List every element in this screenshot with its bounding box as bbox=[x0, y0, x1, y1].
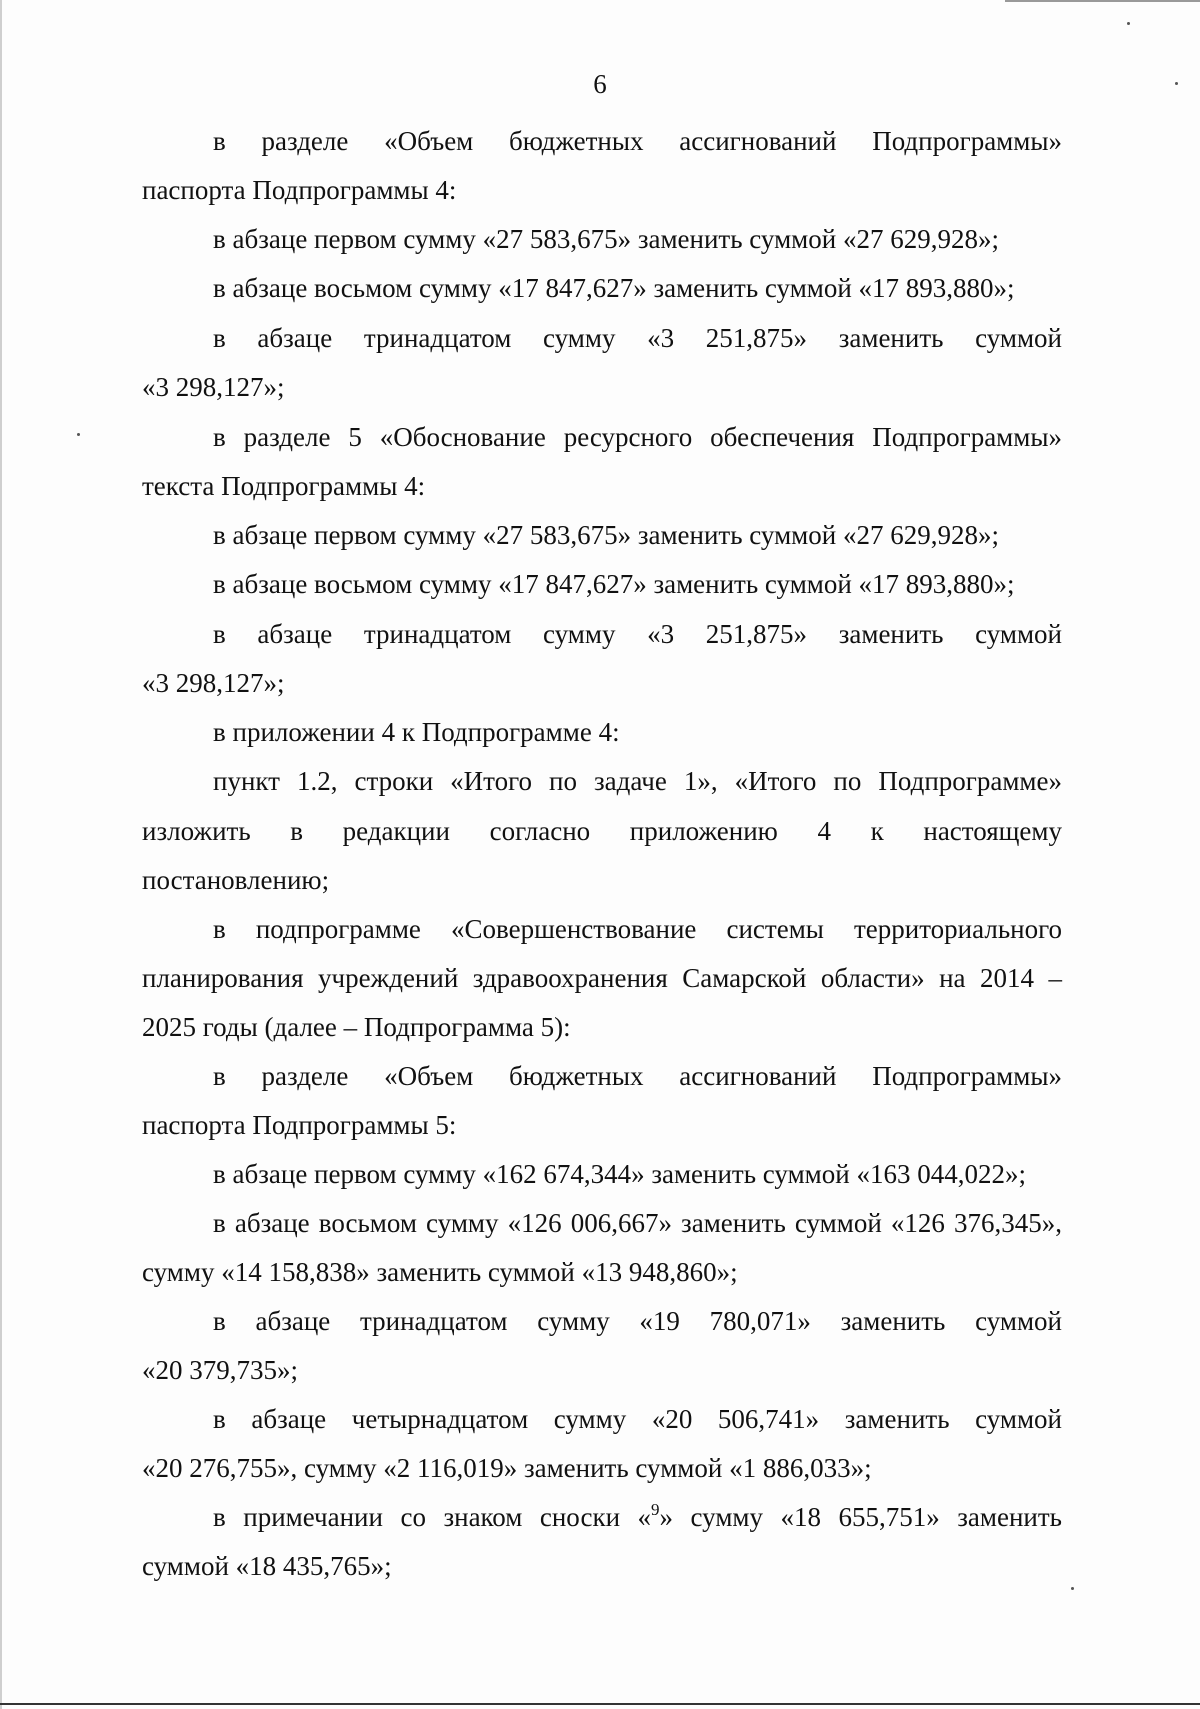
text-line: пункт 1.2, строки «Итого по задаче 1», «Итого по Подпрограмме» bbox=[213, 766, 1062, 796]
text-fragment: » сумму «18 655,751» заменить bbox=[659, 1502, 1062, 1532]
scan-speck bbox=[77, 433, 80, 436]
text-line: «20 379,735»; bbox=[142, 1355, 299, 1385]
scan-speck bbox=[1071, 1587, 1074, 1590]
text-line: в абзаце восьмом сумму «126 006,667» заменить суммой «126 376,345», bbox=[213, 1208, 1062, 1238]
text-line: паспорта Подпрограммы 5: bbox=[142, 1110, 457, 1140]
text-line: в приложении 4 к Подпрограмме 4: bbox=[213, 717, 620, 747]
text-line: в абзаце первом сумму «27 583,675» заменить суммой «27 629,928»; bbox=[213, 224, 999, 254]
scan-left-edge bbox=[0, 0, 2, 1709]
text-line: в абзаце четырнадцатом сумму «20 506,741» заменить суммой bbox=[213, 1404, 1062, 1434]
text-line: «3 298,127»; bbox=[142, 668, 285, 698]
page-number: 6 bbox=[593, 69, 607, 99]
text-line: суммой «18 435,765»; bbox=[142, 1551, 392, 1581]
text-line: планирования учреждений здравоохранения Самарской области» на 2014 – bbox=[142, 963, 1062, 993]
text-line: в абзаце тринадцатом сумму «3 251,875» заменить суммой bbox=[213, 619, 1062, 649]
text-line: 2025 годы (далее – Подпрограмма 5): bbox=[142, 1012, 571, 1042]
text-line: в разделе 5 «Обоснование ресурсного обеспечения Подпрограммы» bbox=[213, 422, 1062, 452]
text-line: в абзаце восьмом сумму «17 847,627» заменить суммой «17 893,880»; bbox=[213, 273, 1015, 303]
text-line: в абзаце тринадцатом сумму «19 780,071» заменить суммой bbox=[213, 1306, 1062, 1336]
scan-top-edge bbox=[1005, 0, 1200, 2]
text-line: паспорта Подпрограммы 4: bbox=[142, 175, 457, 205]
text-line: в абзаце восьмом сумму «17 847,627» заменить суммой «17 893,880»; bbox=[213, 569, 1015, 599]
text-line: изложить в редакции согласно приложению 4 к настоящему bbox=[142, 816, 1062, 846]
text-line: в абзаце первом сумму «27 583,675» заменить суммой «27 629,928»; bbox=[213, 520, 999, 550]
text-line: в абзаце первом сумму «162 674,344» заменить суммой «163 044,022»; bbox=[213, 1159, 1026, 1189]
text-line: в подпрограмме «Совершенствование системы территориального bbox=[213, 914, 1062, 944]
text-line: постановлению; bbox=[142, 865, 330, 895]
text-line: текста Подпрограммы 4: bbox=[142, 471, 426, 501]
text-line: сумму «14 158,838» заменить суммой «13 948,860»; bbox=[142, 1257, 738, 1287]
footnote-mark: 9 bbox=[651, 1500, 660, 1519]
scan-bottom-edge bbox=[0, 1703, 1200, 1705]
text-line: в разделе «Объем бюджетных ассигнований Подпрограммы» bbox=[213, 1061, 1062, 1091]
text-line: «3 298,127»; bbox=[142, 372, 285, 402]
text-line-footnote-ref bbox=[213, 1497, 1062, 1537]
scan-speck bbox=[1127, 22, 1130, 25]
text-line: «20 276,755», сумму «2 116,019» заменить суммой «1 886,033»; bbox=[142, 1453, 872, 1483]
text-fragment: в примечании со знаком сноски « bbox=[213, 1502, 652, 1532]
text-line: в абзаце тринадцатом сумму «3 251,875» заменить суммой bbox=[213, 323, 1062, 353]
text-line: в разделе «Объем бюджетных ассигнований Подпрограммы» bbox=[213, 126, 1062, 156]
